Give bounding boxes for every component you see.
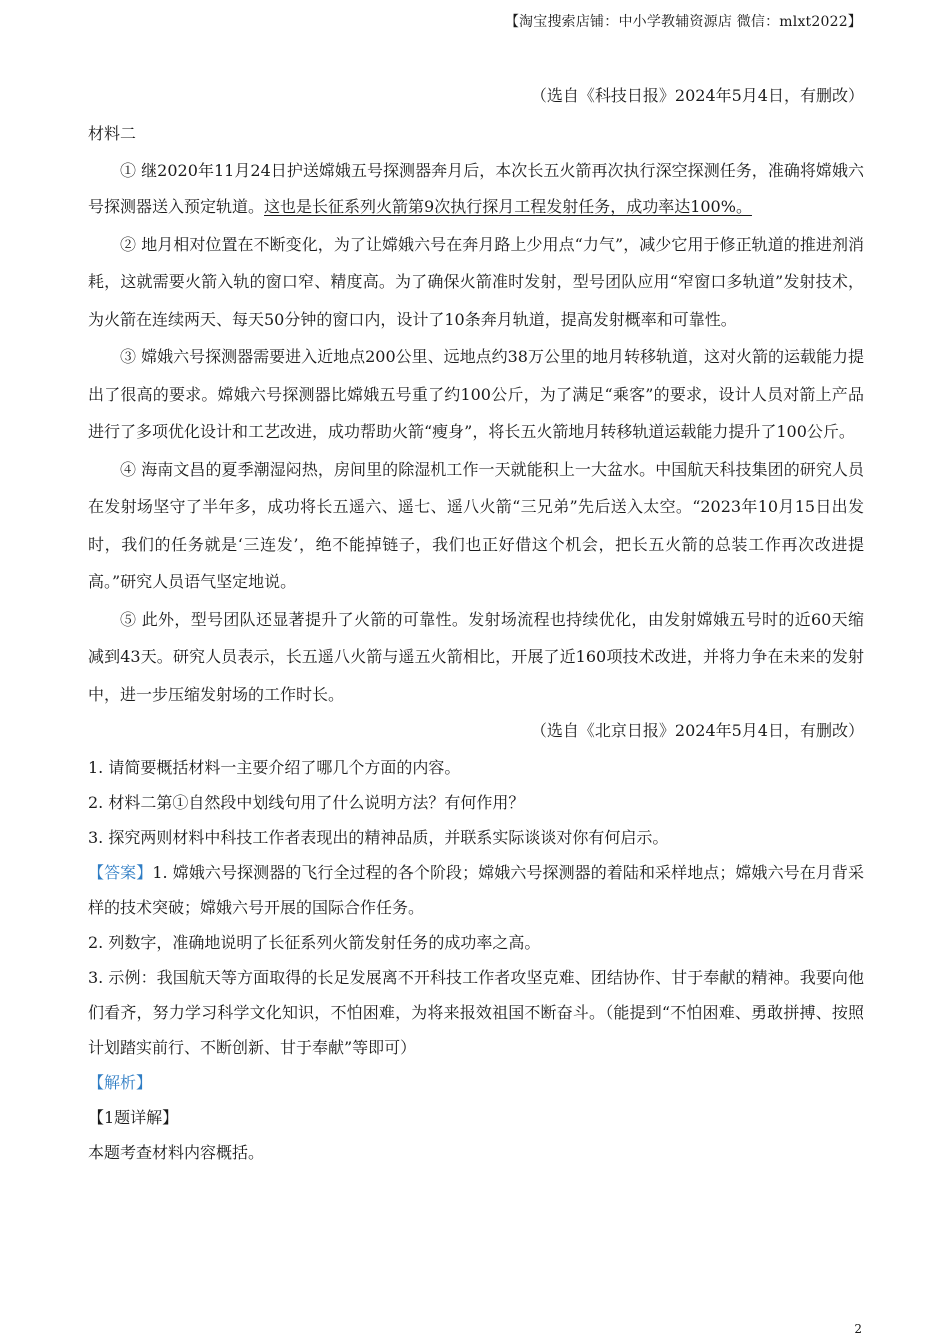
answer-2: 2. 列数字，准确地说明了长征系列火箭发射任务的成功率之高。 (88, 932, 541, 952)
material-2-title: 材料二 (88, 123, 137, 143)
question-1: 1. 请简要概括材料一主要介绍了哪几个方面的内容。 (88, 757, 461, 777)
paragraph-1-text: ① 继2020年11月24日护送嫦娥五号探测器奔月后，本次长五火箭再次执行深空探测任务，准确将嫦娥六号探测器送入预定轨道。 (88, 160, 864, 216)
analysis-text-1: 本题考查材料内容概括。 (88, 1142, 265, 1162)
question-2: 2. 材料二第①自然段中划线句用了什么说明方法？有何作用？ (88, 792, 525, 812)
material-2-paragraph-2: ② 地月相对位置在不断变化，为了让嫦娥六号在奔月路上少用点“力气”，减少它用于修正轨道的推进剂消耗，这就需要火箭入轨的窗口窄、精度高。为了确保火箭准时发射，型号团队应用“窄窗口多轨道”发射技术，为火箭在连续两天、每天50分钟的窗口内，设计了10条奔月轨道，提高发射概率和可靠性。 (88, 234, 864, 329)
underlined-sentence: 这也是长征系列火箭第9次执行探月工程发射任务，成功率达100%。 (264, 197, 752, 216)
material-2-paragraph-4: ④ 海南文昌的夏季潮湿闷热，房间里的除湿机工作一天就能积上一大盆水。中国航天科技集团的研究人员在发射场坚守了半年多，成功将长五遥六、遥七、遥八火箭“三兄弟”先后送入太空。“2023年10月15日出发时，我们的任务就是‘三连发’，绝不能掉链子，我们也正好借这个机会，把长五火箭的总装工作再次改进提高。”研究人员语气坚定地说。 (88, 459, 864, 591)
question-3: 3. 探究两则材料中科技工作者表现出的精神品质，并联系实际谈谈对你有何启示。 (88, 827, 669, 847)
answer-1 (88, 855, 864, 925)
document-body (88, 78, 864, 1170)
source-citation-1: （选自《科技日报》2024年5月4日，有删改） (530, 86, 864, 105)
analysis-label: 【解析】 (88, 1072, 153, 1092)
material-2-paragraph-3: ③ 嫦娥六号探测器需要进入近地点200公里、远地点约38万公里的地月转移轨道，这对火箭的运载能力提出了很高的要求。嫦娥六号探测器比嫦娥五号重了约100公斤，为了满足“乘客”的要求，设计人员对箭上产品进行了多项优化设计和工艺改进，成功帮助火箭“瘦身”，将长五火箭地月转移轨道运载能力提升了100公斤。 (88, 347, 864, 441)
material-2-paragraph-1 (88, 153, 864, 226)
page-header: 【淘宝搜索店铺：中小学教辅资源店 微信：mlxt2022】 (504, 14, 862, 30)
analysis-subheading-1: 【1题详解】 (88, 1107, 179, 1127)
answer-3: 3. 示例：我国航天等方面取得的长足发展离不开科技工作者攻坚克难、团结协作、甘于奉献的精神。我要向他们看齐，努力学习科学文化知识，不怕困难，为将来报效祖国不断奋斗。（能提到“不怕困难、勇敢拼搏、按照计划踏实前行、不断创新、甘于奉献”等即可） (88, 967, 864, 1057)
answer-label: 【答案】 (88, 862, 153, 882)
answer-1-text: 1. 嫦娥六号探测器的飞行全过程的各个阶段；嫦娥六号探测器的着陆和采样地点；嫦娥六号在月背采样的技术突破；嫦娥六号开展的国际合作任务。 (88, 862, 864, 917)
page-number: 2 (854, 1322, 862, 1336)
material-2-paragraph-5: ⑤ 此外，型号团队还显著提升了火箭的可靠性。发射场流程也持续优化，由发射嫦娥五号时的近60天缩减到43天。研究人员表示，长五遥八火箭与遥五火箭相比，开展了近160项技术改进，并将力争在未来的发射中，进一步压缩发射场的工作时长。 (88, 609, 864, 704)
source-citation-2: （选自《北京日报》2024年5月4日，有删改） (530, 721, 864, 740)
